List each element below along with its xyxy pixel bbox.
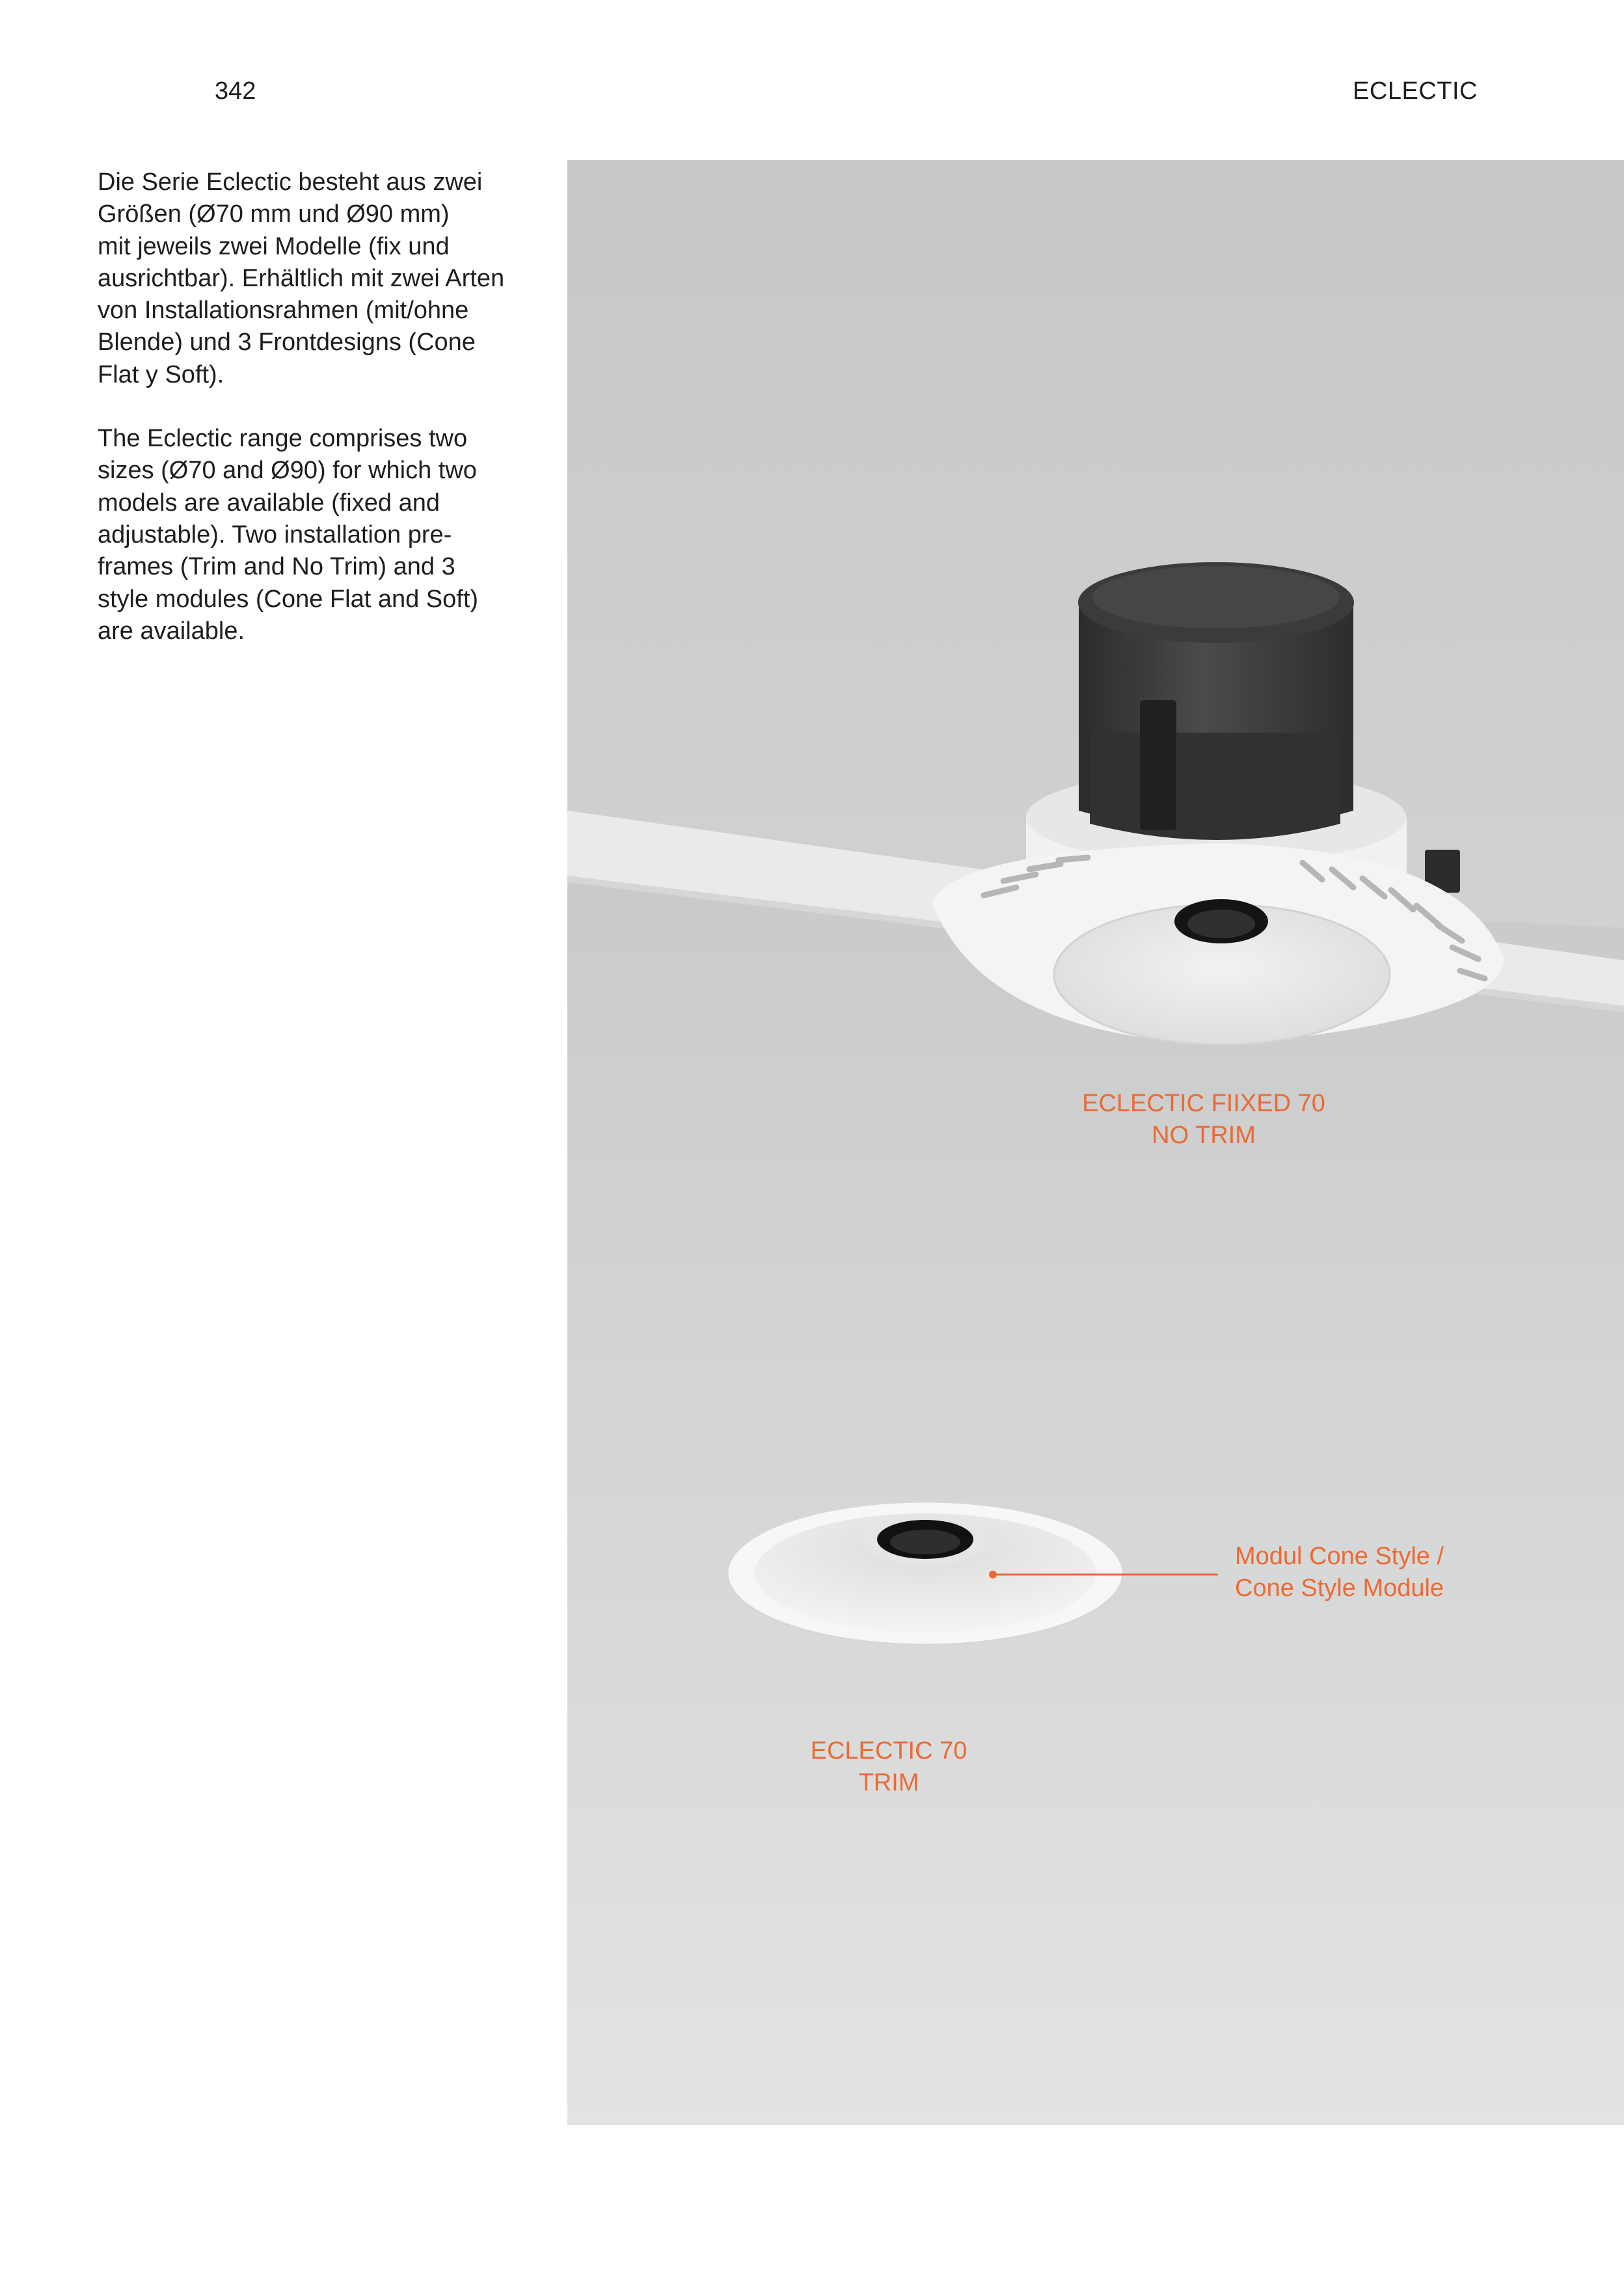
page-number: 342 (215, 77, 256, 105)
caption-trim: ECLECTIC 70 TRIM (810, 1737, 968, 1796)
intro-text (98, 167, 540, 679)
caption-module: Modul Cone Style / Cone Style Module (1235, 1543, 1444, 1602)
section-title: ECLECTIC (1353, 77, 1478, 105)
trim-luminaire (727, 1502, 1123, 1645)
intro-english: The Eclectic range comprises two sizes (Ø70 and Ø90) for which two models are available (fixed and adjustable). Two installation pre- frames (Trim and No Trim) and 3 style modules (Cone Flat and Soft) are available. (98, 425, 479, 645)
caption-fixed-no-trim: ECLECTIC FIIXED 70 NO TRIM (1082, 1090, 1325, 1149)
intro-german: Die Serie Eclectic besteht aus zwei Größen (Ø70 mm und Ø90 mm) mit jeweils zwei Modelle (fix und ausrichtbar). Erhältlich mit zwei Arten von Installationsrahmen (mit/ohne Blende) und 3 Frontdesigns (Cone Flat y Soft). (98, 169, 505, 388)
